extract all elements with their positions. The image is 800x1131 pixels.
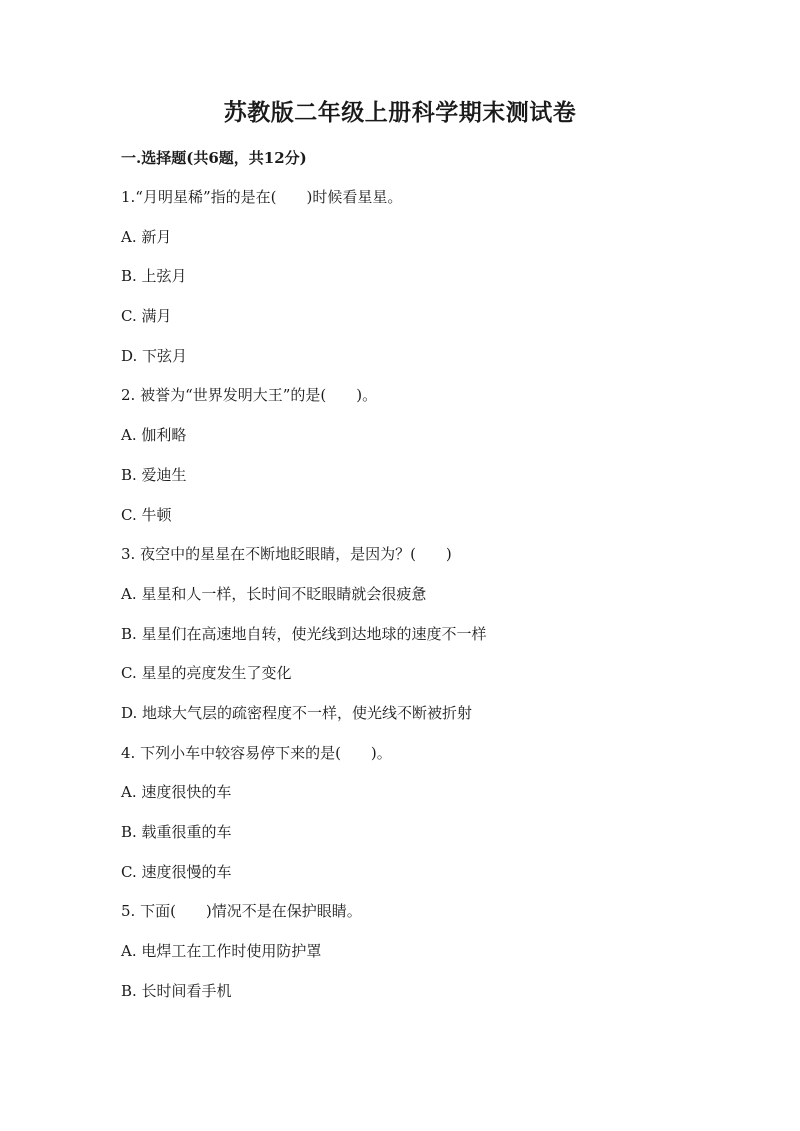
answer-option: B. 爱迪生 — [121, 465, 187, 484]
question-stem: 5. 下面( )情况不是在保护眼睛。 — [121, 902, 362, 921]
answer-option: B. 上弦月 — [121, 267, 187, 286]
answer-option: C. 速度很慢的车 — [121, 862, 232, 881]
question-list — [121, 185, 721, 1018]
answer-option: A. 速度很快的车 — [121, 783, 232, 802]
answer-option: A. 新月 — [121, 227, 172, 246]
question-stem: 4. 下列小车中较容易停下来的是( )。 — [121, 743, 392, 762]
answer-option: D. 下弦月 — [121, 346, 188, 365]
answer-option: B. 长时间看手机 — [121, 981, 232, 1000]
page-title: 苏教版二年级上册科学期末测试卷 — [223, 99, 577, 126]
section-heading: 一.选择题(共6题，共12分) — [121, 149, 307, 167]
question-stem: 2. 被誉为“世界发明大王”的是( )。 — [121, 386, 378, 405]
question-stem: 3. 夜空中的星星在不断地眨眼睛，是因为？( ) — [121, 545, 452, 564]
answer-option: A. 星星和人一样，长时间不眨眼睛就会很疲惫 — [121, 584, 427, 603]
answer-option: C. 牛顿 — [121, 505, 172, 524]
answer-option: A. 电焊工在工作时使用防护罩 — [121, 942, 322, 961]
answer-option: B. 载重很重的车 — [121, 823, 232, 841]
answer-option: D. 地球大气层的疏密程度不一样，使光线不断被折射 — [121, 703, 473, 722]
answer-option: C. 星星的亮度发生了变化 — [121, 664, 292, 683]
answer-option: B. 星星们在高速地自转，使光线到达地球的速度不一样 — [121, 624, 487, 643]
question-stem: 1.“月明星稀”指的是在( )时候看星星。 — [121, 188, 403, 206]
answer-option: A. 伽利略 — [121, 426, 187, 445]
answer-option: C. 满月 — [121, 307, 172, 326]
